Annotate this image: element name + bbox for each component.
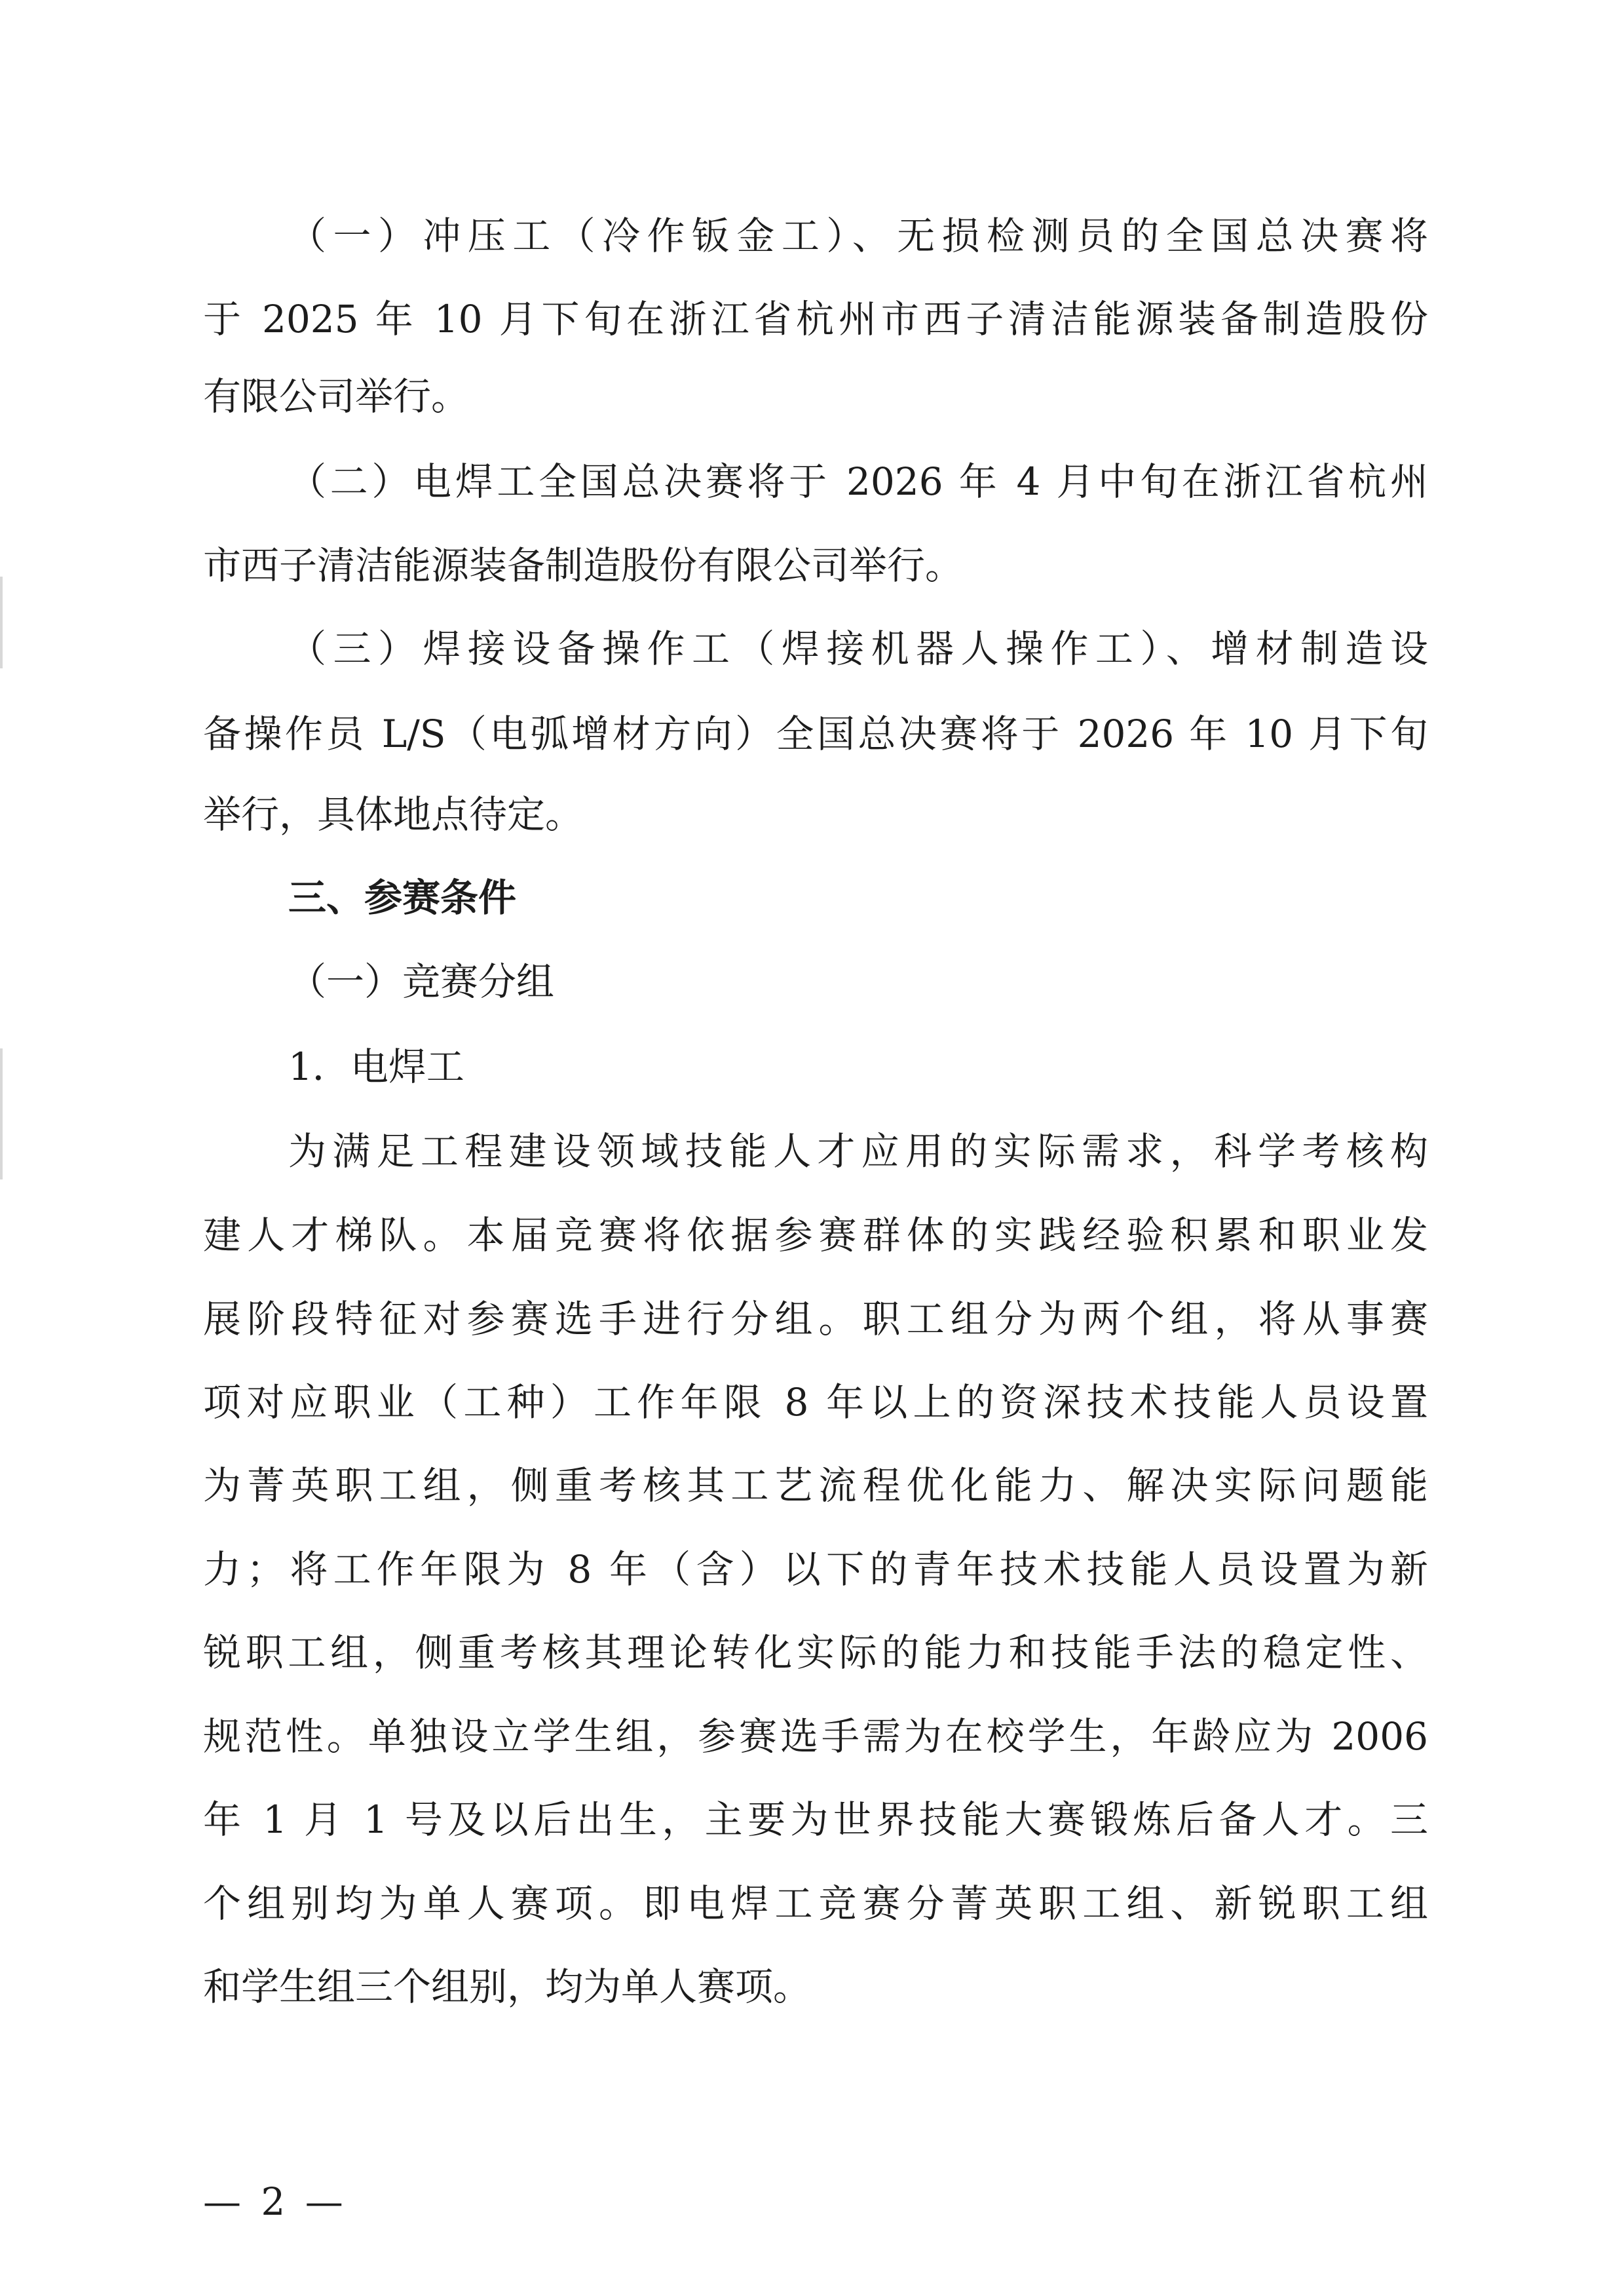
subsection-heading: （一）竞赛分组 xyxy=(288,959,555,1004)
page-number: — 2 — xyxy=(203,2179,347,2224)
paragraph-line: 年 1 月 1 号及以后出生，主要为世界技能大赛锻炼后备人才。三 xyxy=(203,1797,1428,1842)
paragraph-line: 举行，具体地点待定。 xyxy=(203,792,584,837)
paragraph-line: 为满足工程建设领域技能人才应用的实际需求，科学考核构 xyxy=(288,1129,1428,1174)
paragraph-line: 备操作员 L/S（电弧增材方向）全国总决赛将于 2026 年 10 月下旬 xyxy=(203,712,1428,756)
paragraph-line: 项对应职业（工种）工作年限 8 年以上的资深技术技能人员设置 xyxy=(203,1380,1428,1425)
paragraph-line: 规范性。单独设立学生组，参赛选手需为在校学生，年龄应为 2006 xyxy=(203,1714,1428,1759)
paragraph-line: （二）电焊工全国总决赛将于 2026 年 4 月中旬在浙江省杭州 xyxy=(288,459,1428,504)
paragraph-line: （三）焊接设备操作工（焊接机器人操作工）、增材制造设 xyxy=(288,626,1428,671)
paragraph-line: 市西子清洁能源装备制造股份有限公司举行。 xyxy=(203,543,964,588)
paragraph-line: 和学生组三个组别，均为单人赛项。 xyxy=(203,1964,812,2009)
paragraph-line: 锐职工组，侧重考核其理论转化实际的能力和技能手法的稳定性、 xyxy=(203,1630,1428,1675)
paragraph-line: 为菁英职工组，侧重考核其工艺流程优化能力、解决实际问题能 xyxy=(203,1463,1428,1508)
paragraph-line: （一）冲压工（冷作钣金工）、无损检测员的全国总决赛将 xyxy=(288,214,1428,258)
paragraph-line: 展阶段特征对参赛选手进行分组。职工组分为两个组，将从事赛 xyxy=(203,1297,1428,1341)
paragraph-line: 建人才梯队。本届竞赛将依据参赛群体的实践经验积累和职业发 xyxy=(203,1213,1428,1257)
paragraph-line: 于 2025 年 10 月下旬在浙江省杭州市西子清洁能源装备制造股份 xyxy=(203,297,1428,341)
paragraph-line: 有限公司举行。 xyxy=(203,374,470,419)
paragraph-line: 个组别均为单人赛项。即电焊工竞赛分菁英职工组、新锐职工组 xyxy=(203,1881,1428,1926)
scan-edge-mark xyxy=(0,1048,3,1179)
paragraph-line: 力；将工作年限为 8 年（含）以下的青年技术技能人员设置为新 xyxy=(203,1547,1428,1592)
item-heading: 1．电焊工 xyxy=(288,1044,464,1089)
scan-edge-mark xyxy=(0,577,3,668)
section-heading: 三、参赛条件 xyxy=(288,875,517,920)
